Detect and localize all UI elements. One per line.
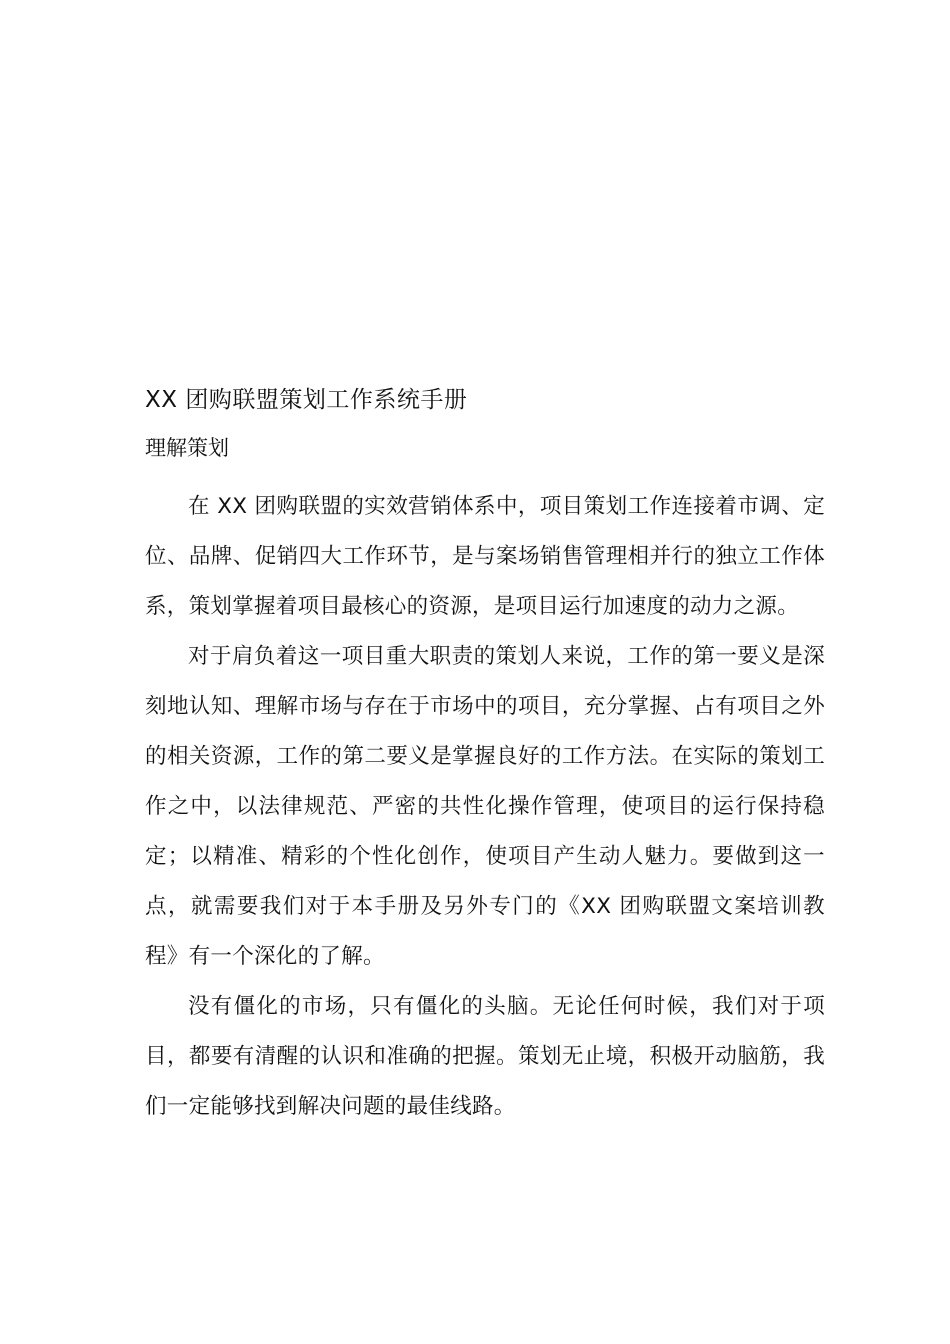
paragraph-2: 对于肩负着这一项目重大职责的策划人来说，工作的第一要义是深刻地认知、理解市场与存在于市场中的项目，充分掌握、占有项目之外的相关资源，工作的第二要义是掌握良好的工作方法。在实际的策划工作之中，以法律规范、严密的共性化操作管理，使项目的运行保持稳定；以精准、精彩的个性化创作，使项目产生动人魅力。要做到这一点，就需要我们对于本手册及另外专门的《XX 团购联盟文案培训教程》有一个深化的了解。 (145, 644, 825, 969)
section-title: 理解策划 (145, 436, 229, 460)
document-title: XX 团购联盟策划工作系统手册 (145, 387, 468, 413)
document-body (145, 378, 825, 1132)
paragraph-3: 没有僵化的市场，只有僵化的头脑。无论任何时候，我们对于项目，都要有清醒的认识和准确的把握。策划无止境，积极开动脑筋，我们一定能够找到解决问题的最佳线路。 (145, 994, 825, 1119)
paragraph-1: 在 XX 团购联盟的实效营销体系中，项目策划工作连接着市调、定位、品牌、促销四大工作环节，是与案场销售管理相并行的独立工作体系，策划掌握着项目最核心的资源，是项目运行加速度的动力之源。 (145, 494, 825, 619)
